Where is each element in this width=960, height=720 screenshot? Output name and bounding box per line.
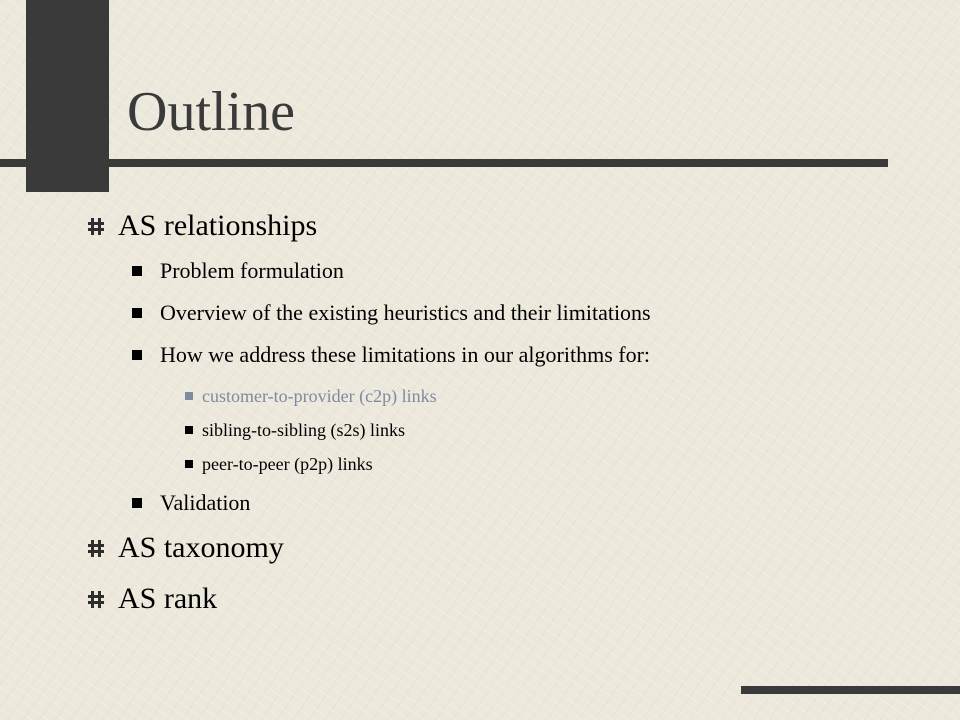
small-square-bullet-icon	[185, 460, 193, 468]
decorative-corner-rule	[741, 686, 960, 694]
outline-subsubitem-s2s-links: sibling-to-sibling (s2s) links	[202, 420, 406, 440]
square-bullet-icon	[132, 266, 142, 276]
outline-item-as-rank: AS rank	[118, 582, 218, 615]
hash-bullet-icon	[88, 540, 104, 557]
outline-subitem-heuristics-overview: Overview of the existing heuristics and their limitations	[160, 300, 651, 325]
hash-bullet-icon	[88, 218, 104, 235]
outline-item-as-taxonomy: AS taxonomy	[118, 531, 284, 564]
decorative-title-rule	[0, 159, 888, 167]
outline-subitem-problem-formulation: Problem formulation	[160, 258, 344, 283]
outline-subitem-addressing-limitations: How we address these limitations in our algorithms for:	[160, 342, 651, 367]
small-square-bullet-icon	[185, 392, 193, 400]
slide-title: Outline	[127, 81, 295, 143]
square-bullet-icon	[132, 498, 142, 508]
hash-bullet-icon	[88, 591, 104, 608]
square-bullet-icon	[132, 350, 142, 360]
small-square-bullet-icon	[185, 426, 193, 434]
outline-subitem-validation: Validation	[160, 490, 251, 515]
square-bullet-icon	[132, 308, 142, 318]
outline-subsubitem-c2p-links: customer-to-provider (c2p) links	[202, 386, 437, 406]
outline-subsubitem-p2p-links: peer-to-peer (p2p) links	[202, 454, 373, 474]
outline-item-as-relationships: AS relationships	[118, 209, 318, 242]
